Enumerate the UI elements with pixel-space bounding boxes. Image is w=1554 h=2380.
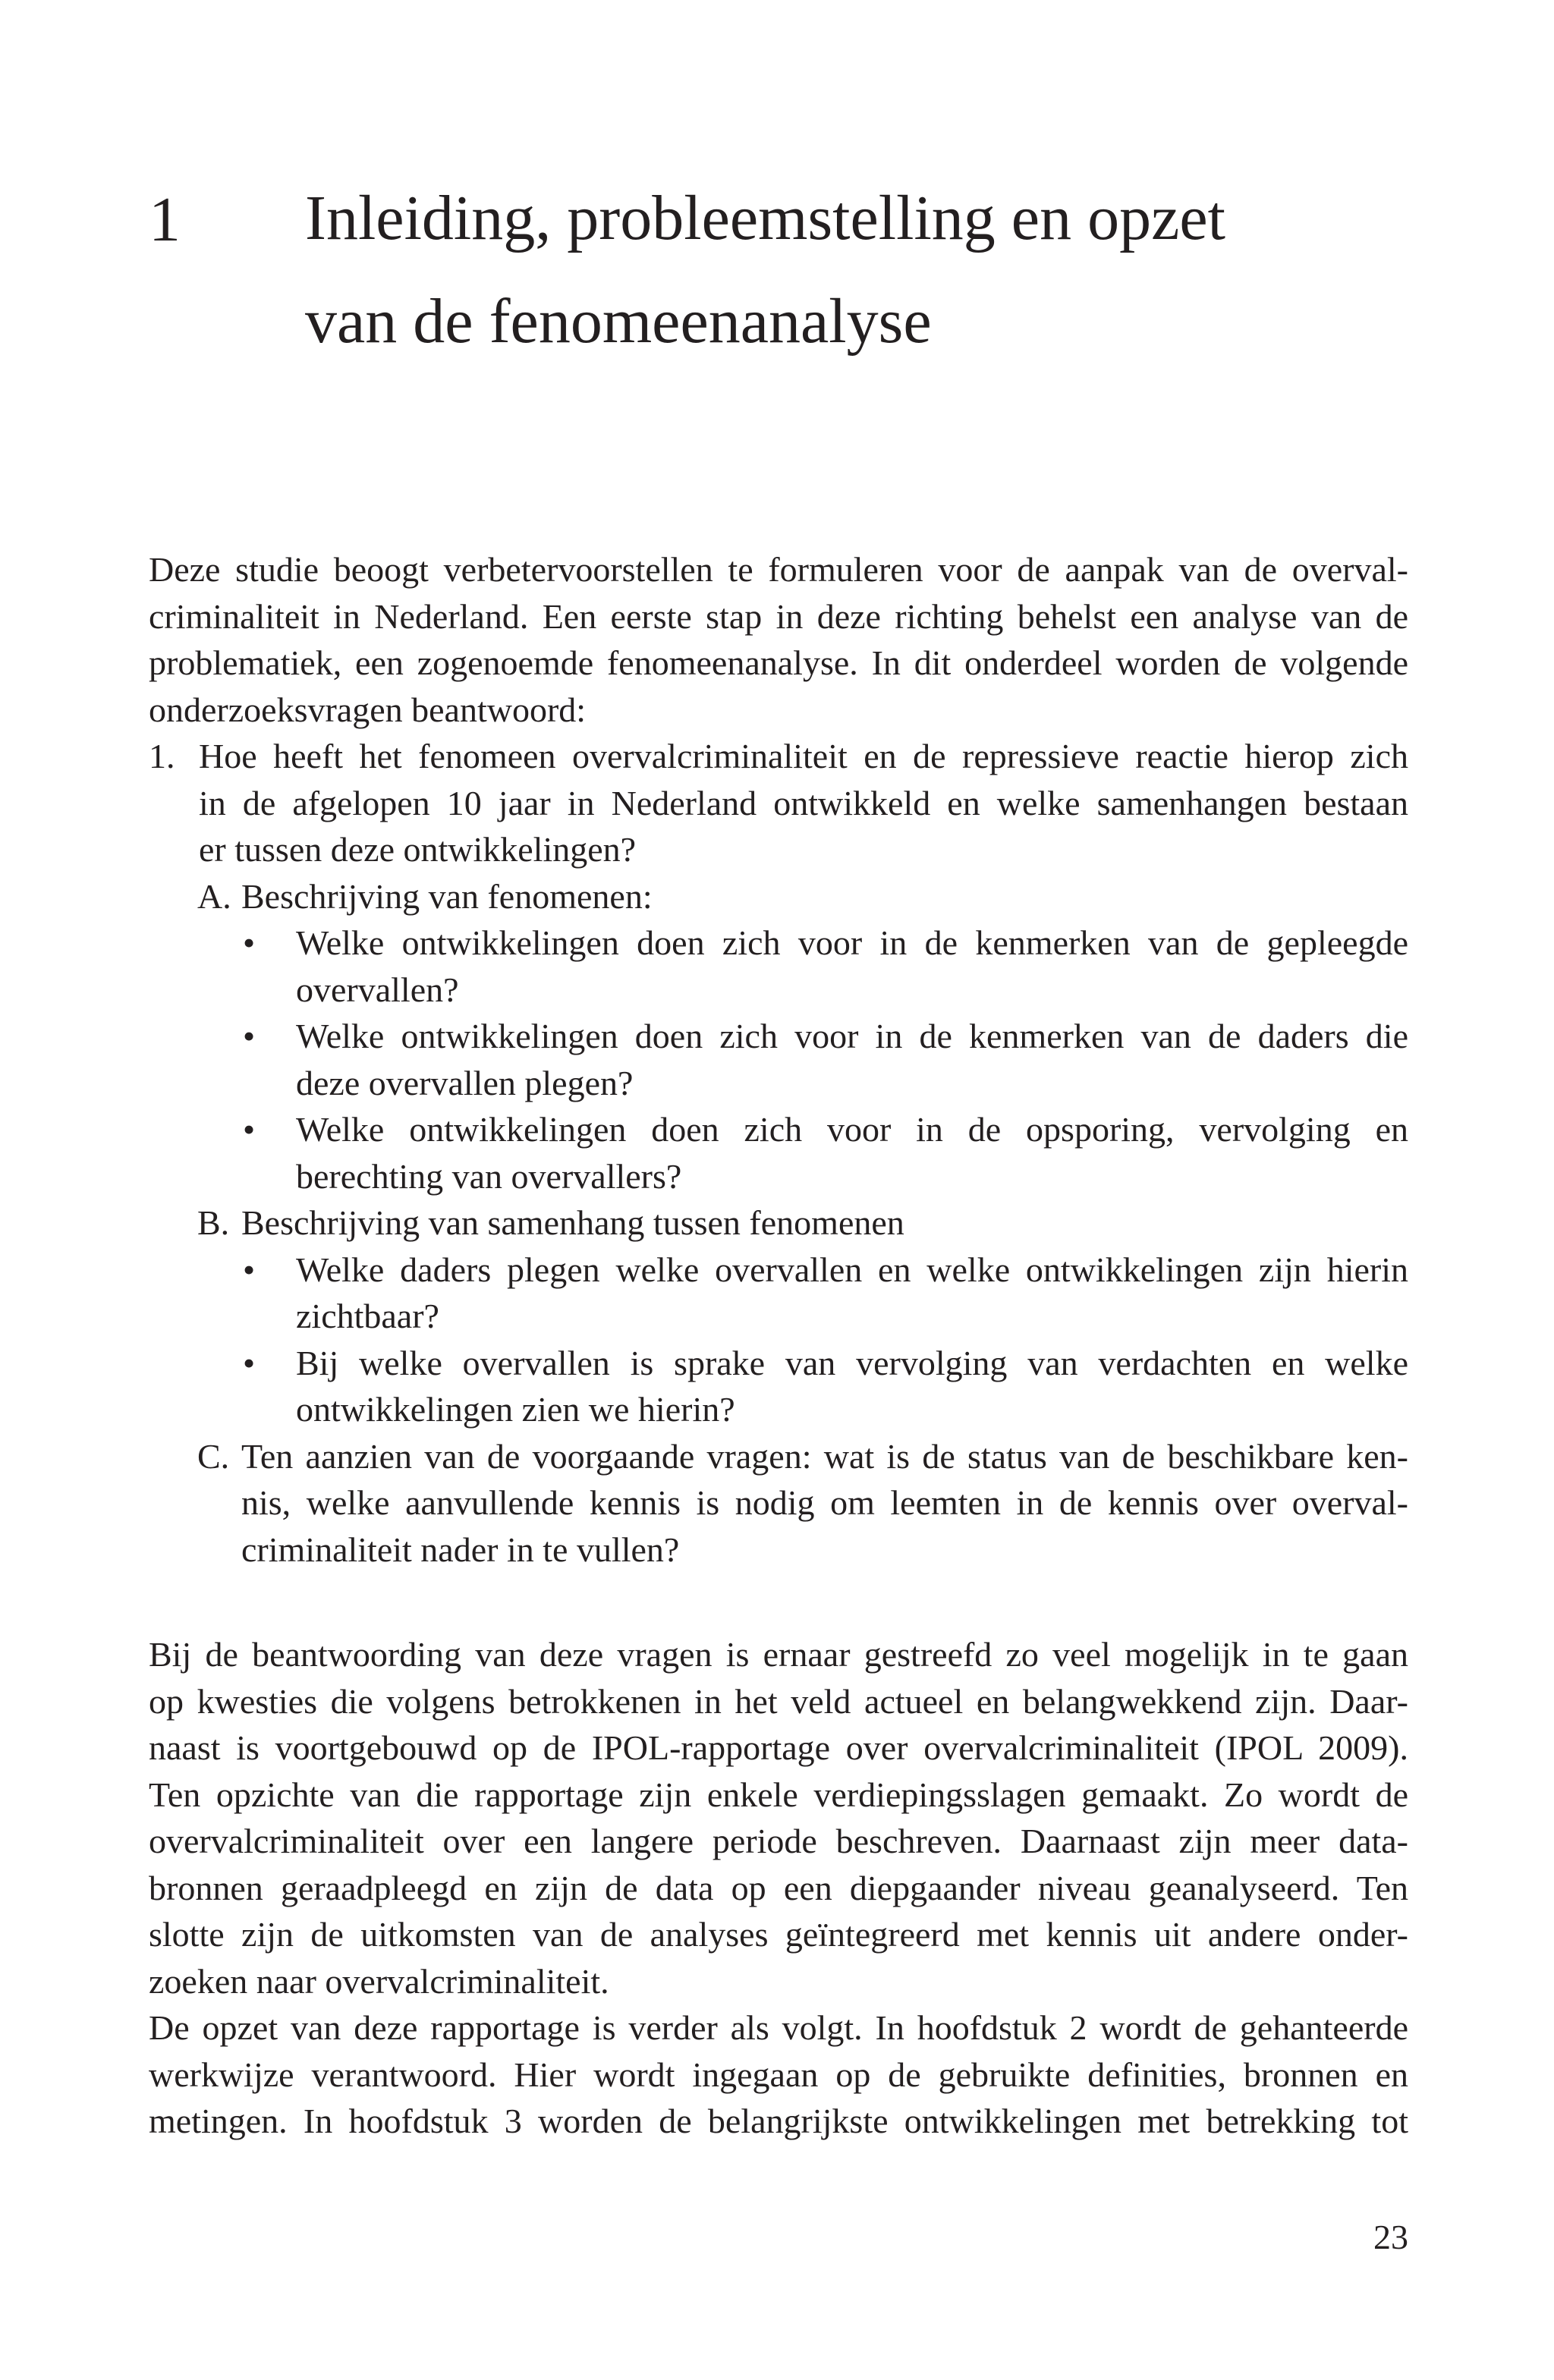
chapter-title — [305, 167, 1443, 373]
bullet-item — [149, 1013, 1408, 1106]
bullet-icon: • — [243, 1110, 256, 1149]
text-line: metingen. In hoofdstuk 3 worden de belangrijkste ontwikkelingen met betrekking tot — [149, 2102, 1408, 2140]
bullet-icon: • — [243, 1343, 256, 1382]
main-text — [149, 546, 1408, 1573]
text-line: overvalcriminaliteit over een langere periode beschreven. Daarnaast zijn meer data- — [149, 1822, 1408, 1860]
chapter-number: 1 — [149, 184, 181, 255]
text-line: zichtbaar? — [296, 1297, 439, 1335]
bullet-item — [149, 1106, 1408, 1199]
bullet-icon: • — [243, 1017, 256, 1055]
chapter-title-line: van de fenomeenanalyse — [305, 286, 932, 357]
text-line: criminaliteit in Nederland. Een eerste stap in deze richting behelst een analyse van de — [149, 596, 1408, 636]
text-line: nis, welke aanvullende kennis is nodig om leemten in de kennis over overval- — [241, 1483, 1408, 1522]
research-question-1 — [149, 733, 1408, 873]
section-c — [149, 1433, 1408, 1574]
text-line: er tussen deze ontwikkelingen? — [199, 830, 637, 869]
chapter-title-line: Inleiding, probleemstelling en opzet — [305, 183, 1225, 253]
paragraph — [149, 1631, 1408, 2004]
section-b-heading — [149, 1199, 1408, 1247]
text-line: onderzoeksvragen beantwoord: — [149, 690, 587, 729]
text-line: naast is voortgebouwd op de IPOL-rapportage over overvalcriminaliteit (IPOL 2009). — [149, 1728, 1408, 1767]
text-line: criminaliteit nader in te vullen? — [241, 1530, 680, 1569]
text-line: Deze studie beoogt verbetervoorstellen te formuleren voor de aanpak van de overval- — [149, 550, 1408, 589]
text-line: problematiek, een zogenoemde fenomeenanalyse. In dit onderdeel worden de volgende — [149, 643, 1408, 682]
text-line: Ten aanzien van de voorgaande vragen: wat is de status van de beschikbare ken- — [241, 1436, 1408, 1476]
second-text-block — [149, 1631, 1408, 2145]
paragraph — [149, 2004, 1408, 2145]
bullet-item — [149, 920, 1408, 1013]
text-line: deze overvallen plegen? — [296, 1063, 634, 1102]
bullet-icon: • — [243, 1250, 256, 1289]
text-line: in de afgelopen 10 jaar in Nederland ontwikkeld en welke samenhangen bestaan — [199, 783, 1408, 822]
text-line: slotte zijn de uitkomsten van de analyses geïntegreerd met kennis uit andere onder- — [149, 1915, 1408, 1954]
bullet-icon: • — [243, 923, 256, 962]
text-line: Bij welke overvallen is sprake van vervolging van verdachten en welke — [296, 1343, 1408, 1382]
bullet-item — [149, 1247, 1408, 1340]
text-line: Ten opzichte van die rapportage zijn enkele verdiepingsslagen gemaakt. Zo wordt de — [149, 1775, 1408, 1814]
text-line: Welke ontwikkelingen doen zich voor in de kenmerken van de gepleegde — [296, 923, 1408, 962]
text-line: Beschrijving van samenhang tussen fenomenen — [241, 1203, 904, 1242]
text-line: ontwikkelingen zien we hierin? — [296, 1390, 735, 1429]
page-number: 23 — [1373, 2218, 1408, 2256]
intro-paragraph — [149, 546, 1408, 733]
text-line: overvallen? — [296, 970, 459, 1009]
text-line: werkwijze verantwoord. Hier wordt ingegaan op de gebruikte definities, bronnen en — [149, 2055, 1408, 2094]
text-line: zoeken naar overvalcriminaliteit. — [149, 1961, 609, 2001]
text-line: Beschrijving van fenomenen: — [241, 876, 653, 916]
list-letter: B. — [197, 1203, 230, 1242]
list-number: 1. — [149, 737, 175, 775]
text-line: op kwesties die volgens betrokkenen in het veld actueel en belangwekkend zijn. Daar- — [149, 1681, 1408, 1721]
text-line: Welke daders plegen welke overvallen en welke ontwikkelingen zijn hierin — [296, 1250, 1408, 1289]
section-a-heading — [149, 873, 1408, 920]
text-line: De opzet van deze rapportage is verder als volgt. In hoofdstuk 2 wordt de gehanteerde — [149, 2008, 1408, 2047]
text-line: berechting van overvallers? — [296, 1156, 682, 1196]
text-line: Welke ontwikkelingen doen zich voor in de kenmerken van de daders die — [296, 1017, 1408, 1055]
list-letter: A. — [197, 876, 231, 916]
text-line: Hoe heeft het fenomeen overvalcriminaliteit en de repressieve reactie hierop zich — [199, 737, 1408, 775]
list-letter: C. — [197, 1436, 230, 1476]
bullet-item — [149, 1340, 1408, 1433]
text-line: bronnen geraadpleegd en zijn de data op een diepgaander niveau geanalyseerd. Ten — [149, 1868, 1408, 1907]
text-line: Bij de beantwoording van deze vragen is ernaar gestreefd zo veel mogelijk in te gaan — [149, 1635, 1408, 1674]
text-line: Welke ontwikkelingen doen zich voor in de opsporing, vervolging en — [296, 1110, 1408, 1149]
